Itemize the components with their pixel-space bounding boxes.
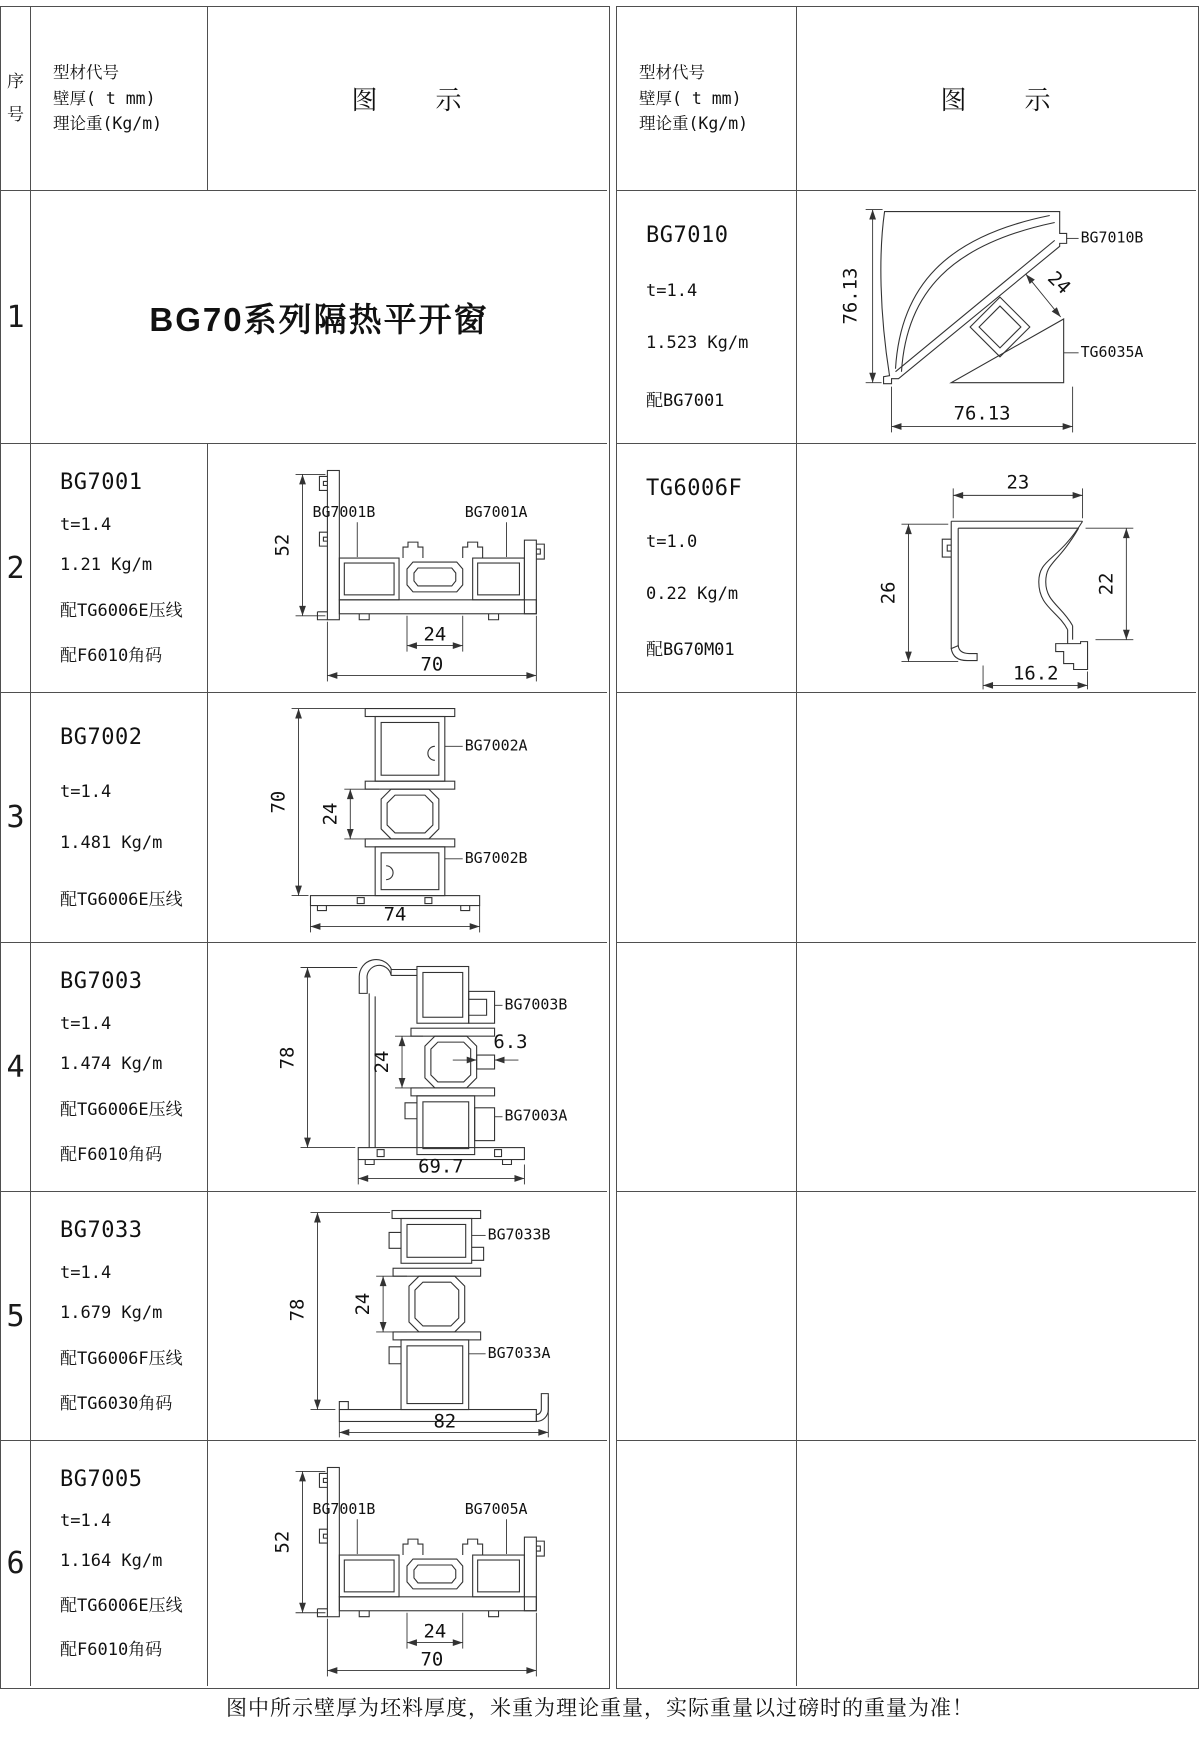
spec-line: t=1.4 (60, 1263, 112, 1284)
spec-line: 1.481 Kg/m (60, 833, 163, 854)
spec-line: 1.21 Kg/m (60, 555, 153, 576)
bg7001-profile-drawing (208, 444, 607, 693)
part-label-b: BG7003B (504, 995, 568, 1014)
dim-inner: 24 (1043, 267, 1075, 299)
part-label-b: BG7001B (312, 503, 376, 522)
row-number-text: 1 (6, 299, 25, 335)
spec-line: 1.474 Kg/m (60, 1054, 163, 1075)
empty-diagram-cell (797, 1441, 1196, 1686)
profile-code: BG7033 (60, 1218, 143, 1244)
seq-header-label: 序号 (6, 72, 24, 124)
bg7010-profile-outline (881, 212, 1067, 384)
empty-spec-cell (617, 1192, 797, 1441)
dim-height: 52 (271, 1530, 294, 1554)
spec-line: 配TG6006E压线 (60, 1099, 183, 1120)
tg6006f-profile-drawing (797, 444, 1196, 693)
part-label-a: BG7033A (487, 1343, 551, 1362)
row-number (1, 444, 31, 693)
dim-height: 76.13 (839, 267, 862, 325)
spec-header-line: 理论重(Kg/m) (639, 114, 749, 134)
spec-header-line: 壁厚( t mm) (53, 88, 156, 108)
dim-height: 52 (271, 533, 294, 557)
dim-height: 70 (267, 790, 290, 814)
series-title: BG70系列隔热平开窗 (149, 300, 489, 338)
tg6006f-profile-outline (942, 521, 1087, 669)
profile-code: BG7005 (60, 1466, 143, 1492)
dim-inner: 24 (352, 1292, 375, 1316)
part-label-b: BG7033B (487, 1225, 551, 1244)
profile-code: BG7001 (60, 470, 143, 496)
spec-cell-tg6006f (617, 444, 797, 693)
spec-line: t=1.4 (60, 1014, 112, 1035)
dim-inner: 24 (423, 623, 447, 646)
spec-line: 配BG70M01 (646, 640, 735, 661)
profile-code: BG7003 (60, 969, 143, 995)
profile-code: TG6006F (646, 475, 743, 501)
spec-cell-bg7005 (31, 1441, 208, 1686)
bg7010-profile-drawing (797, 191, 1196, 444)
dim-tab: 6.3 (493, 1031, 528, 1054)
spec-line: 配F6010角码 (60, 645, 163, 666)
profile-code: BG7010 (646, 223, 729, 249)
spec-line: 1.164 Kg/m (60, 1550, 163, 1571)
row-number (1, 1192, 31, 1441)
diagram-header-label: 图 示 (940, 85, 1053, 115)
dim-height: 78 (286, 1298, 309, 1322)
diagram-cell-bg7002 (208, 693, 607, 943)
header-spec-cell (617, 7, 797, 191)
dim-inner: 24 (371, 1050, 394, 1074)
spec-line: 配F6010角码 (60, 1144, 163, 1165)
header-diagram-cell (797, 7, 1196, 191)
dim-width: 70 (420, 653, 444, 676)
dim-inner: 24 (423, 1620, 447, 1643)
part-label-a: TG6035A (1080, 342, 1144, 361)
spec-line: 配BG7001 (646, 390, 725, 411)
row-number-text: 4 (6, 1049, 25, 1085)
dim-right: 22 (1095, 572, 1118, 596)
spec-line: 配TG6006E压线 (60, 890, 183, 911)
spec-line: t=1.0 (646, 532, 698, 553)
diagram-cell-bg7010 (797, 191, 1196, 444)
dim-width: 82 (433, 1410, 457, 1433)
spec-line: 配TG6006E压线 (60, 600, 183, 621)
row-number (1, 1441, 31, 1686)
spec-line: 配TG6006F压线 (60, 1348, 183, 1369)
dim-left: 26 (877, 581, 900, 605)
dim-width: 70 (420, 1648, 444, 1671)
diagram-cell-tg6006f (797, 444, 1196, 693)
empty-diagram-cell (797, 693, 1196, 943)
dim-bottom: 16.2 (1013, 662, 1059, 685)
bg7001-profile-outline (317, 470, 544, 619)
footer-note: 图中所示壁厚为坯料厚度，米重为理论重量，实际重量以过磅时的重量为准！ (226, 1697, 974, 1720)
bg7002-profile-drawing (208, 693, 607, 943)
part-label-b: BG7002B (464, 848, 528, 867)
profile-code: BG7002 (60, 724, 143, 750)
bg7005-profile-outline (317, 1467, 544, 1616)
part-label-a: BG7005A (464, 1500, 528, 1519)
empty-spec-cell (617, 943, 797, 1192)
row-number-text: 2 (6, 550, 25, 586)
row-number-text: 3 (6, 800, 25, 835)
bg7003-profile-drawing (208, 943, 607, 1192)
dim-width: 74 (383, 903, 407, 926)
spec-line: 0.22 Kg/m (646, 583, 739, 604)
left-table (0, 6, 610, 1689)
dim-top: 23 (1006, 471, 1030, 494)
spec-cell-bg7002 (31, 693, 208, 943)
diagram-cell-bg7001 (208, 444, 607, 693)
spec-line: 1.523 Kg/m (646, 333, 749, 354)
part-label-a: BG7001A (464, 503, 528, 522)
empty-diagram-cell (797, 1192, 1196, 1441)
spec-cell-bg7010 (617, 191, 797, 444)
spec-cell-bg7001 (31, 444, 208, 693)
diagram-header-label: 图 示 (351, 85, 464, 115)
spec-header-line: 理论重(Kg/m) (53, 114, 163, 134)
part-label-a: BG7002A (464, 736, 528, 755)
bg7003-dimension-lines (301, 968, 528, 1185)
row-number-text: 6 (6, 1546, 25, 1581)
bg7010-dimension-lines (866, 210, 1079, 433)
spec-cell-bg7033 (31, 1192, 208, 1441)
diagram-cell-bg7003 (208, 943, 607, 1192)
row-number (1, 191, 31, 444)
spec-cell-bg7003 (31, 943, 208, 1192)
row-number (1, 693, 31, 943)
row-number-text: 5 (6, 1298, 25, 1334)
part-label-b: BG7001B (312, 1500, 376, 1519)
spec-line: 1.679 Kg/m (60, 1303, 163, 1324)
dim-width: 76.13 (953, 402, 1011, 425)
spec-line: 配TG6030角码 (60, 1393, 173, 1414)
header-diagram-cell (208, 7, 607, 191)
spec-header-line: 型材代号 (639, 63, 705, 83)
spec-line: t=1.4 (60, 781, 112, 802)
dim-width: 69.7 (418, 1155, 464, 1178)
spec-line: t=1.4 (646, 280, 698, 301)
dim-inner: 24 (319, 802, 342, 826)
diagram-cell-bg7033 (208, 1192, 607, 1441)
spec-line: 配TG6006E压线 (60, 1595, 183, 1616)
header-seq-cell (1, 7, 31, 191)
empty-spec-cell (617, 1441, 797, 1686)
part-label-b: BG7010B (1080, 228, 1144, 247)
dim-height: 78 (276, 1046, 299, 1070)
right-table (616, 6, 1199, 1689)
header-spec-cell (31, 7, 208, 191)
bg7005-profile-drawing (208, 1441, 607, 1686)
series-title-cell (31, 191, 607, 444)
bg7033-profile-drawing (208, 1192, 607, 1441)
empty-diagram-cell (797, 943, 1196, 1192)
diagram-cell-bg7005 (208, 1441, 607, 1686)
spec-header-line: 壁厚( t mm) (639, 88, 742, 108)
empty-spec-cell (617, 693, 797, 943)
part-label-a: BG7003A (504, 1106, 568, 1125)
spec-line: t=1.4 (60, 1511, 112, 1532)
spec-line: 配F6010角码 (60, 1640, 163, 1661)
row-number (1, 943, 31, 1192)
spec-line: t=1.4 (60, 515, 112, 536)
spec-header-line: 型材代号 (53, 63, 119, 83)
